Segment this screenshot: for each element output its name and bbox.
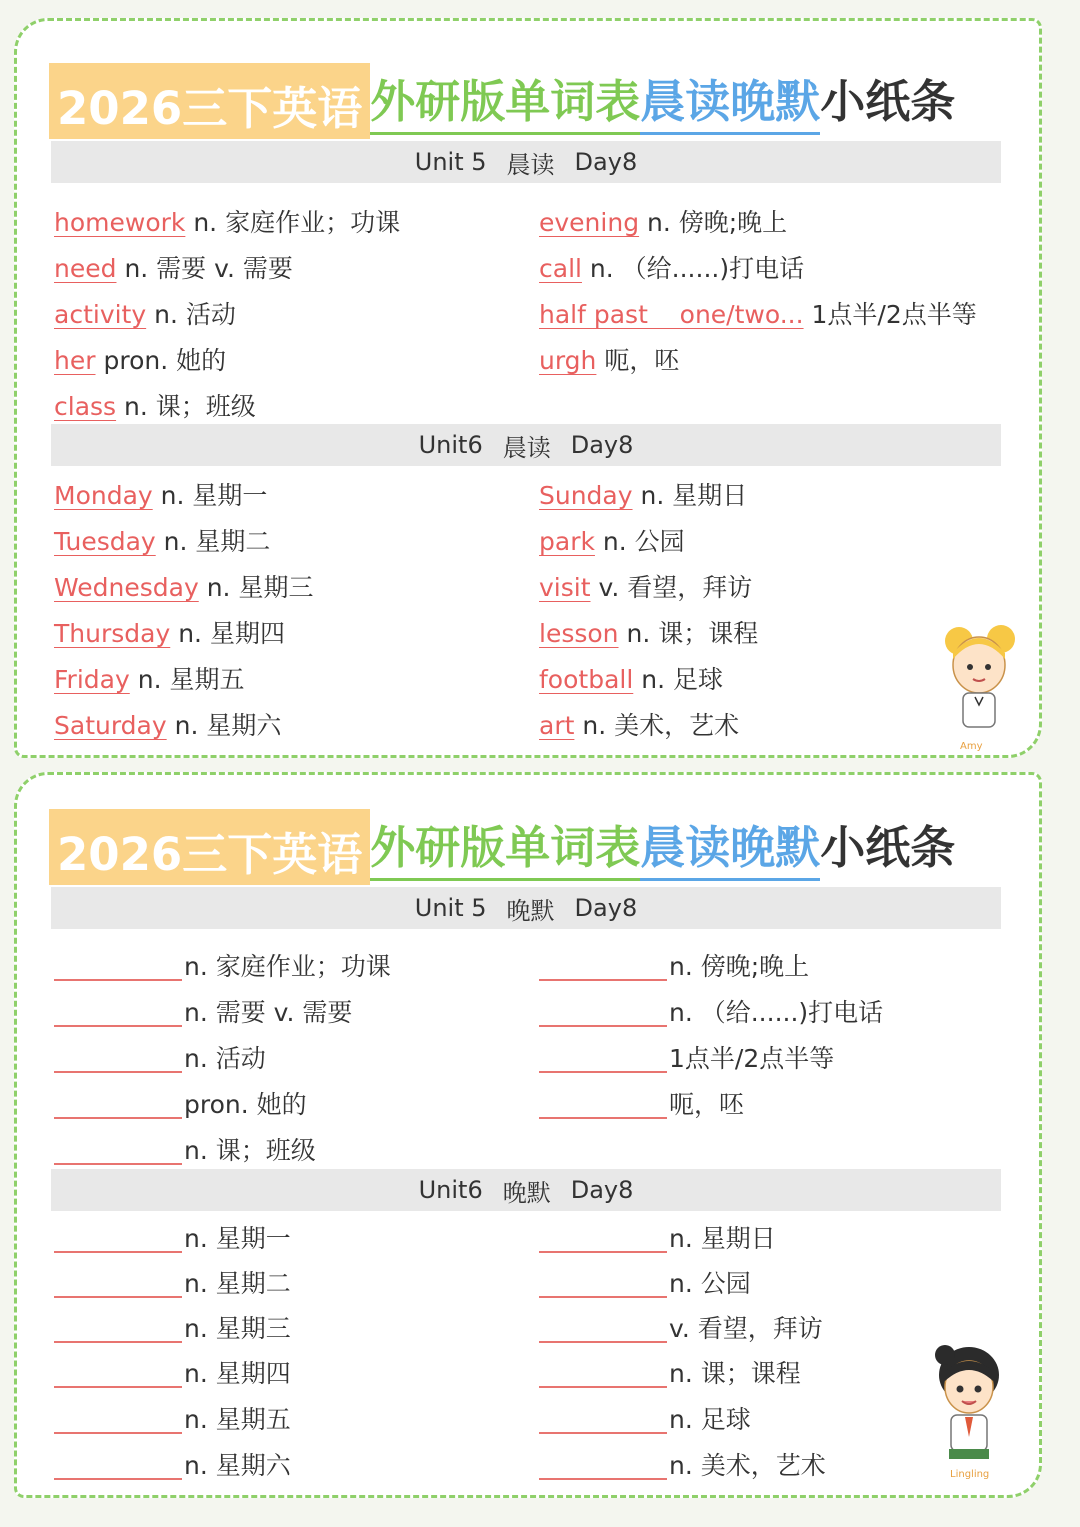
avatar-caption: Amy bbox=[960, 741, 983, 752]
list-item bbox=[54, 391, 256, 423]
answer-blank[interactable] bbox=[539, 1070, 667, 1073]
title-part-mode: 晨读晚默 bbox=[640, 811, 820, 881]
vocab-meaning: n. 课；班级 bbox=[184, 1136, 316, 1165]
dictation-row bbox=[54, 1223, 291, 1255]
vocab-word: half past one/two... bbox=[539, 300, 804, 329]
title-part-note: 小纸条 bbox=[820, 821, 956, 874]
vocab-word: class bbox=[54, 392, 117, 421]
mode-label: 晚默 bbox=[502, 1178, 551, 1207]
vocab-word: call bbox=[539, 254, 582, 283]
dictation-row bbox=[54, 1404, 291, 1436]
vocab-meaning: n. 星期日 bbox=[669, 1224, 776, 1253]
list-item bbox=[539, 664, 723, 696]
mode-label: 晨读 bbox=[506, 150, 555, 179]
vocab-word: Wednesday bbox=[54, 573, 199, 602]
list-item bbox=[54, 480, 267, 512]
vocab-meaning: n. 星期一 bbox=[184, 1224, 291, 1253]
vocab-meaning: n. 星期二 bbox=[163, 527, 271, 556]
vocab-meaning: n. 星期四 bbox=[178, 619, 285, 648]
list-item bbox=[539, 345, 679, 377]
vocab-meaning: n. 星期一 bbox=[160, 481, 268, 510]
list-item bbox=[539, 526, 685, 558]
title-part-grade: 2026三下英语 bbox=[49, 809, 370, 885]
vocab-word: visit bbox=[539, 573, 591, 602]
vocab-word: Monday bbox=[54, 481, 153, 510]
answer-blank[interactable] bbox=[54, 978, 182, 981]
dictation-row bbox=[54, 997, 352, 1029]
list-item bbox=[539, 207, 787, 239]
vocab-word: urgh bbox=[539, 346, 597, 375]
vocab-meaning: n. 家庭作业；功课 bbox=[193, 208, 401, 237]
dictation-row bbox=[54, 1313, 291, 1345]
list-item bbox=[54, 299, 236, 331]
vocab-meaning: n. 活动 bbox=[154, 300, 236, 329]
unit5-header bbox=[51, 887, 1001, 929]
answer-blank[interactable] bbox=[539, 1340, 667, 1343]
answer-blank[interactable] bbox=[539, 1116, 667, 1119]
dictation-row bbox=[539, 1404, 751, 1436]
vocab-meaning: n. 星期六 bbox=[174, 711, 282, 740]
vocab-meaning: n. 星期二 bbox=[184, 1269, 291, 1298]
amy-character-icon bbox=[929, 619, 1029, 739]
vocab-word: park bbox=[539, 527, 595, 556]
lingling-character-icon bbox=[919, 1341, 1019, 1465]
day-label: Day8 bbox=[570, 1176, 634, 1204]
answer-blank[interactable] bbox=[539, 1477, 667, 1480]
list-item bbox=[54, 618, 285, 650]
answer-blank[interactable] bbox=[539, 1385, 667, 1388]
day-label: Day8 bbox=[574, 148, 638, 176]
answer-blank[interactable] bbox=[539, 1250, 667, 1253]
answer-blank[interactable] bbox=[54, 1431, 182, 1434]
vocab-meaning: pron. 她的 bbox=[184, 1090, 307, 1119]
unit-label: Unit6 bbox=[418, 431, 483, 459]
list-item bbox=[54, 664, 244, 696]
dictation-row bbox=[539, 1358, 801, 1390]
dictation-row bbox=[54, 1358, 291, 1390]
vocab-meaning: n. 傍晚;晚上 bbox=[669, 952, 810, 981]
vocab-meaning: v. 看望，拜访 bbox=[598, 573, 753, 602]
answer-blank[interactable] bbox=[54, 1024, 182, 1027]
dictation-row bbox=[54, 951, 391, 983]
list-item bbox=[539, 480, 747, 512]
answer-blank[interactable] bbox=[54, 1116, 182, 1119]
vocab-meaning: v. 看望，拜访 bbox=[669, 1314, 823, 1343]
vocab-word: art bbox=[539, 711, 575, 740]
vocab-meaning: n. 课；课程 bbox=[626, 619, 759, 648]
vocab-meaning: n. 星期四 bbox=[184, 1359, 291, 1388]
day-label: Day8 bbox=[570, 431, 634, 459]
vocab-word: football bbox=[539, 665, 634, 694]
vocab-meaning: 呃，呸 bbox=[669, 1090, 745, 1119]
dictation-row bbox=[54, 1268, 291, 1300]
unit-label: Unit 5 bbox=[414, 894, 487, 922]
vocab-meaning: n. 傍晚;晚上 bbox=[647, 208, 788, 237]
vocab-meaning: 1点半/2点半等 bbox=[811, 300, 977, 329]
unit6-header bbox=[51, 1169, 1001, 1211]
vocab-meaning: 1点半/2点半等 bbox=[669, 1044, 835, 1073]
vocab-word: evening bbox=[539, 208, 640, 237]
title-part-note: 小纸条 bbox=[820, 75, 956, 128]
unit6-header bbox=[51, 424, 1001, 466]
unit5-header bbox=[51, 141, 1001, 183]
vocab-meaning: n. 活动 bbox=[184, 1044, 266, 1073]
title-part-mode: 晨读晚默 bbox=[640, 65, 820, 135]
dictation-row bbox=[54, 1089, 307, 1121]
dictation-row bbox=[54, 1135, 316, 1167]
vocab-meaning: n. 公园 bbox=[669, 1269, 751, 1298]
answer-blank[interactable] bbox=[539, 978, 667, 981]
answer-blank[interactable] bbox=[54, 1070, 182, 1073]
unit-label: Unit6 bbox=[418, 1176, 483, 1204]
dictation-row bbox=[539, 1043, 834, 1075]
list-item bbox=[54, 253, 293, 285]
title-part-grade: 2026三下英语 bbox=[49, 63, 370, 139]
vocab-meaning: n. 公园 bbox=[602, 527, 685, 556]
vocab-meaning: n. 足球 bbox=[669, 1405, 751, 1434]
dictation-row bbox=[539, 1268, 751, 1300]
list-item bbox=[54, 526, 270, 558]
vocab-meaning: n. （给......)打电话 bbox=[589, 254, 805, 283]
vocab-meaning: n. （给......)打电话 bbox=[669, 998, 884, 1027]
answer-blank[interactable] bbox=[54, 1250, 182, 1253]
dictation-row bbox=[539, 951, 809, 983]
vocab-meaning: n. 星期五 bbox=[184, 1405, 291, 1434]
answer-blank[interactable] bbox=[54, 1385, 182, 1388]
dictation-row bbox=[539, 1313, 823, 1345]
vocab-meaning: n. 星期五 bbox=[137, 665, 245, 694]
list-item bbox=[539, 299, 977, 331]
dictation-row bbox=[539, 1223, 776, 1255]
list-item bbox=[539, 710, 739, 742]
list-item bbox=[54, 572, 313, 604]
list-item bbox=[539, 253, 804, 285]
vocab-word: Sunday bbox=[539, 481, 633, 510]
answer-blank[interactable] bbox=[54, 1340, 182, 1343]
vocab-word: her bbox=[54, 346, 96, 375]
vocab-meaning: n. 课；班级 bbox=[124, 392, 256, 421]
mode-label: 晚默 bbox=[506, 896, 555, 925]
unit-label: Unit 5 bbox=[414, 148, 487, 176]
avatar-caption: Lingling bbox=[950, 1469, 990, 1480]
vocab-word: Friday bbox=[54, 665, 130, 694]
day-label: Day8 bbox=[574, 894, 638, 922]
vocab-meaning: n. 美术，艺术 bbox=[669, 1451, 826, 1480]
dictation-row bbox=[539, 997, 883, 1029]
list-item bbox=[54, 207, 400, 239]
vocab-meaning: n. 需要 v. 需要 bbox=[184, 998, 353, 1027]
vocab-meaning: pron. 她的 bbox=[103, 346, 227, 375]
morning-reading-sheet bbox=[14, 18, 1042, 758]
answer-blank[interactable] bbox=[54, 1477, 182, 1480]
vocab-word: Tuesday bbox=[54, 527, 156, 556]
answer-blank[interactable] bbox=[539, 1431, 667, 1434]
answer-blank[interactable] bbox=[54, 1295, 182, 1298]
list-item bbox=[54, 345, 226, 377]
answer-blank[interactable] bbox=[54, 1162, 182, 1165]
vocab-meaning: n. 足球 bbox=[641, 665, 723, 694]
vocab-word: Thursday bbox=[54, 619, 171, 648]
evening-dictation-sheet bbox=[14, 772, 1042, 1498]
dictation-row bbox=[539, 1089, 744, 1121]
vocab-meaning: n. 家庭作业；功课 bbox=[184, 952, 391, 981]
vocab-meaning: n. 需要 v. 需要 bbox=[124, 254, 293, 283]
dictation-row bbox=[539, 1450, 826, 1482]
list-item bbox=[54, 710, 281, 742]
sheet-title bbox=[49, 49, 955, 139]
dictation-row bbox=[54, 1450, 291, 1482]
vocab-meaning: n. 星期日 bbox=[640, 481, 748, 510]
dictation-row bbox=[54, 1043, 266, 1075]
title-part-edition: 外研版单词表 bbox=[370, 65, 640, 135]
vocab-word: homework bbox=[54, 208, 186, 237]
answer-blank[interactable] bbox=[539, 1295, 667, 1298]
vocab-word: activity bbox=[54, 300, 147, 329]
sheet-title bbox=[49, 795, 955, 885]
vocab-meaning: n. 课；课程 bbox=[669, 1359, 801, 1388]
vocab-word: Saturday bbox=[54, 711, 167, 740]
answer-blank[interactable] bbox=[539, 1024, 667, 1027]
vocab-meaning: n. 星期六 bbox=[184, 1451, 291, 1480]
vocab-meaning: 呃，呸 bbox=[604, 346, 680, 375]
vocab-meaning: n. 星期三 bbox=[184, 1314, 291, 1343]
vocab-meaning: n. 美术，艺术 bbox=[582, 711, 740, 740]
list-item bbox=[539, 572, 752, 604]
title-part-edition: 外研版单词表 bbox=[370, 811, 640, 881]
mode-label: 晨读 bbox=[502, 433, 551, 462]
vocab-word: lesson bbox=[539, 619, 619, 648]
list-item bbox=[539, 618, 758, 650]
vocab-meaning: n. 星期三 bbox=[206, 573, 314, 602]
vocab-word: need bbox=[54, 254, 117, 283]
